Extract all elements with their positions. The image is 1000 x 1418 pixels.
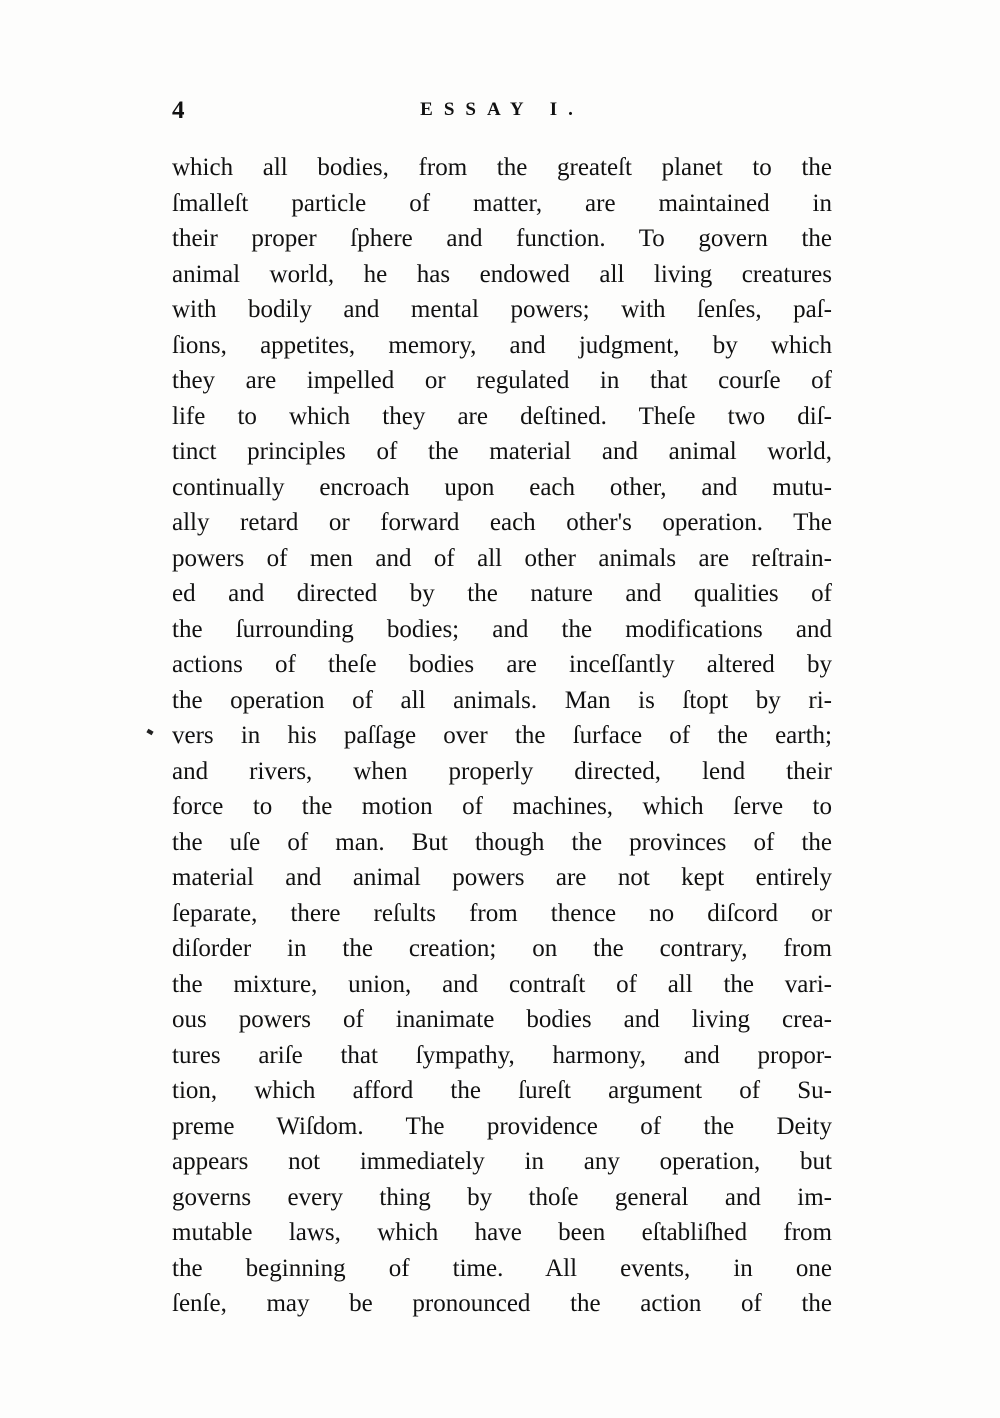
text-line: ous powers of inanimate bodies and living crea- (172, 1006, 832, 1033)
text-line: ſeparate, there reſults from thence no diſcord or (172, 899, 832, 927)
text-line: the mixture, union, and contraſt of all the vari- (172, 970, 832, 998)
running-head: ESSAY I. (420, 99, 584, 120)
text-line: ſenſe, may be pronounced the action of the (172, 1290, 832, 1317)
text-line: the beginning of time. All events, in one (172, 1254, 832, 1282)
text-line: ſmalleſt particle of matter, are maintained in (172, 189, 832, 217)
text-line: which all bodies, from the greateſt planet to the (172, 154, 832, 181)
text-line: ed and directed by the nature and qualities of (172, 580, 832, 607)
text-line: the uſe of man. But though the provinces of the (172, 828, 832, 856)
text-line: ſions, appetites, memory, and judgment, by which (172, 331, 832, 359)
text-line: vers in his paſſage over the ſurface of the earth; (172, 722, 832, 749)
text-line: tion, which afford the ſureſt argument of Su- (172, 1077, 832, 1104)
margin-mark (146, 729, 153, 735)
text-line: appears not immediately in any operation, but (172, 1148, 832, 1175)
page-header (172, 97, 832, 131)
text-line: tures ariſe that ſympathy, harmony, and propor- (172, 1041, 832, 1069)
text-line: their proper ſphere and function. To govern the (172, 225, 832, 252)
body-text (172, 150, 832, 1322)
text-line: governs every thing by thoſe general and im- (172, 1183, 832, 1211)
text-line: life to which they are deſtined. Theſe two diſ- (172, 402, 832, 430)
text-line: diſorder in the creation; on the contrary, from (172, 935, 832, 962)
text-line: ally retard or forward each other's operation. The (172, 509, 832, 536)
text-line: the operation of all animals. Man is ſtopt by ri- (172, 686, 832, 714)
text-line: they are impelled or regulated in that courſe of (172, 367, 832, 394)
text-line: powers of men and of all other animals are reſtrain- (172, 544, 832, 572)
text-line: actions of theſe bodies are inceſſantly altered by (172, 651, 832, 678)
text-line: the ſurrounding bodies; and the modifications and (172, 615, 832, 643)
text-line: with bodily and mental powers; with ſenſes, paſ- (172, 296, 832, 323)
text-line: material and animal powers are not kept entirely (172, 864, 832, 891)
page-number: 4 (172, 97, 185, 124)
text-line: tinct principles of the material and animal world, (172, 438, 832, 465)
text-line: force to the motion of machines, which ſerve to (172, 793, 832, 820)
text-line: animal world, he has endowed all living creatures (172, 260, 832, 288)
text-line: preme Wiſdom. The providence of the Deity (172, 1112, 832, 1140)
text-line: continually encroach upon each other, and mutu- (172, 473, 832, 501)
text-line: mutable laws, which have been eſtabliſhed from (172, 1219, 832, 1246)
text-line: and rivers, when properly directed, lend their (172, 757, 832, 785)
